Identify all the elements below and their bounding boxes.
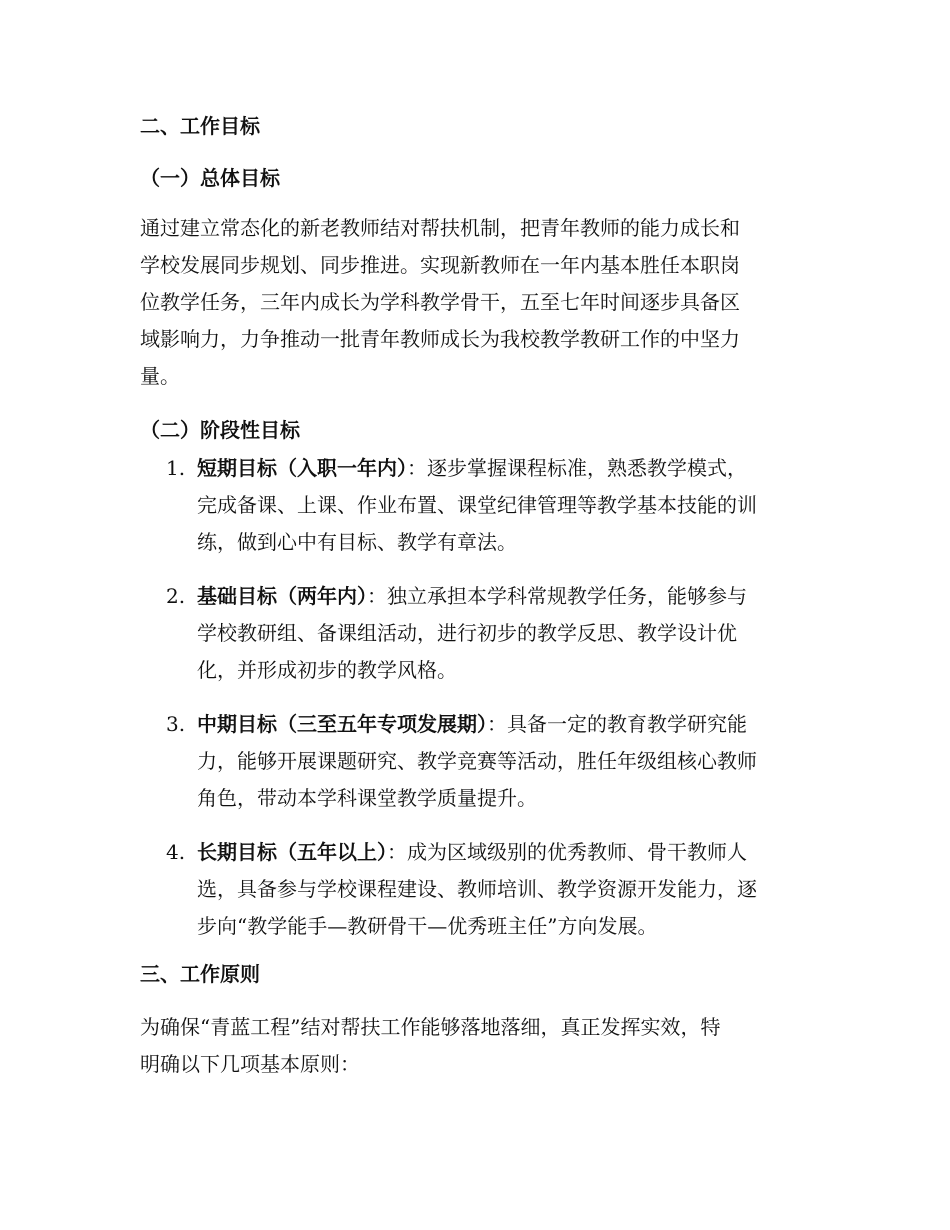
paragraph-line: 步向“教学能手—教研骨干—优秀班主任”方向发展。 xyxy=(197,914,658,938)
list-number: 4. xyxy=(166,840,186,864)
list-item-first-line xyxy=(197,834,808,871)
heading-work-goals: 二、工作目标 xyxy=(140,114,260,138)
principles-paragraph xyxy=(140,1009,808,1083)
list-item-body xyxy=(197,450,808,561)
goal-description: ：独立承担本学科常规教学任务，能够参与 xyxy=(367,584,747,608)
paragraph-line: 明确以下几项基本原则： xyxy=(140,1052,360,1076)
list-item-first-line xyxy=(197,450,808,487)
heading-work-principles: 三、工作原则 xyxy=(140,962,260,986)
goal-term: 中期目标（三至五年专项发展期） xyxy=(197,712,487,736)
list-item-body xyxy=(197,706,808,817)
paragraph-line: 为确保“青蓝工程”结对帮扶工作能够落地落细，真正发挥实效，特 xyxy=(140,1015,721,1039)
goal-term: 长期目标（五年以上） xyxy=(197,840,387,864)
goal-description: ：逐步掌握课程标准，熟悉教学模式， xyxy=(407,456,747,480)
heading-stage-goals: （二）阶段性目标 xyxy=(140,418,300,442)
goal-term: 短期目标（入职一年内） xyxy=(197,456,407,480)
paragraph-line: 角色，带动本学科课堂教学质量提升。 xyxy=(197,786,537,810)
heading-overall-goal: （一）总体目标 xyxy=(140,166,280,190)
list-number: 2. xyxy=(166,584,186,608)
paragraph-line: 选，具备参与学校课程建设、教师培训、教学资源开发能力，逐 xyxy=(197,877,757,901)
paragraph-line: 通过建立常态化的新老教师结对帮扶机制，把青年教师的能力成长和 xyxy=(140,216,740,240)
list-item-body xyxy=(197,578,808,689)
paragraph-line: 练，做到心中有目标、教学有章法。 xyxy=(197,530,517,554)
list-item-first-line xyxy=(197,706,808,743)
paragraph-line: 化，并形成初步的教学风格。 xyxy=(197,658,457,682)
paragraph-line: 学校发展同步规划、同步推进。实现新教师在一年内基本胜任本职岗 xyxy=(140,253,740,277)
list-item-first-line xyxy=(197,578,808,615)
list-item-body xyxy=(197,834,808,945)
paragraph-line: 域影响力，力争推动一批青年教师成长为我校教学教研工作的中坚力 xyxy=(140,327,740,351)
paragraph-line: 学校教研组、备课组活动，进行初步的教学反思、教学设计优 xyxy=(197,621,737,645)
paragraph-line: 位教学任务，三年内成长为学科教学骨干，五至七年时间逐步具备区 xyxy=(140,290,740,314)
list-number: 3. xyxy=(166,712,186,736)
list-number: 1. xyxy=(166,456,186,480)
goal-description: ：具备一定的教育教学研究能 xyxy=(487,712,747,736)
paragraph-line: 完成备课、上课、作业布置、课堂纪律管理等教学基本技能的训 xyxy=(197,493,757,517)
paragraph-line: 力，能够开展课题研究、教学竞赛等活动，胜任年级组核心教师 xyxy=(197,749,757,773)
goal-description: ：成为区域级别的优秀教师、骨干教师人 xyxy=(387,840,747,864)
overall-goal-paragraph xyxy=(140,210,808,395)
paragraph-line: 量。 xyxy=(140,364,180,388)
goal-term: 基础目标（两年内） xyxy=(197,584,367,608)
